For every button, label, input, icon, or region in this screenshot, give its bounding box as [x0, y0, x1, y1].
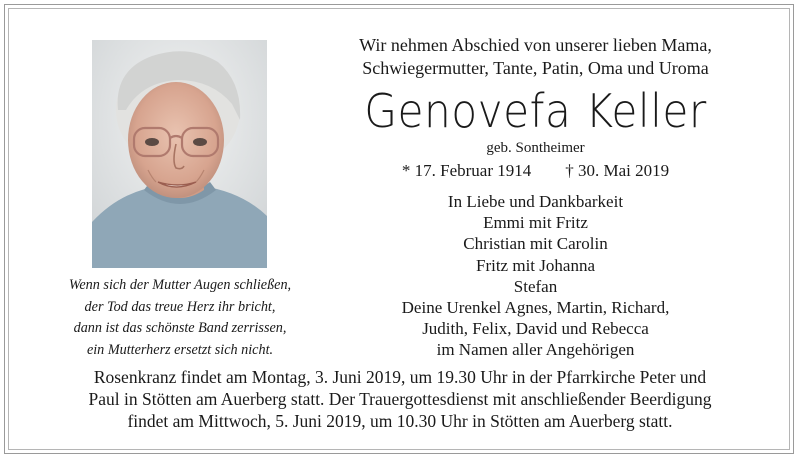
mourner-line: Stefan [513, 276, 558, 296]
intro-line: Schwiegermutter, Tante, Patin, Oma und Uroma [362, 58, 709, 78]
mourner-line: Judith, Felix, David und Rebecca [422, 319, 649, 339]
mourner-line: In Liebe und Dankbarkeit [447, 192, 624, 211]
mourner-line: Fritz mit Johanna [476, 255, 595, 275]
mourner-line: Emmi mit Fritz [483, 213, 588, 233]
mourner-line: im Namen aller Angehörigen [436, 340, 635, 360]
service-line: findet am Mittwoch, 5. Juni 2019, um 10.30 Uhr in Stötten am Auerberg statt. [127, 411, 673, 431]
service-details [20, 366, 780, 432]
mourner-line: Deine Urenkel Agnes, Martin, Richard, [401, 298, 670, 318]
intro-line: Wir nehmen Abschied von unserer lieben Mama, [359, 35, 712, 55]
service-line: Paul in Stötten am Auerberg statt. Der Trauergottesdienst mit anschließender Beerdigung [88, 389, 712, 409]
portrait-photo [92, 40, 267, 268]
memorial-poem [28, 275, 332, 361]
poem-line: ein Mutterherz ersetzt sich nicht. [86, 341, 274, 358]
birth-date: * 17. Februar 1914 [401, 161, 532, 180]
mourners-list [328, 191, 743, 361]
poem-line: der Tod das treue Herz ihr bricht, [84, 298, 276, 315]
poem-line: dann ist das schönste Band zerrissen, [73, 320, 287, 336]
birth-name: geb. Sontheimer [486, 140, 585, 156]
death-date: † 30. Mai 2019 [565, 161, 670, 180]
service-line: Rosenkranz findet am Montag, 3. Juni 2019, um 19.30 Uhr in der Pfarrkirche Peter und [93, 367, 707, 387]
life-dates [328, 160, 743, 182]
intro-text [328, 34, 743, 80]
mourner-line: Christian mit Carolin [463, 234, 608, 254]
poem-line: Wenn sich der Mutter Augen schließen, [68, 277, 292, 293]
deceased-name: Genovefa Keller [364, 84, 707, 138]
